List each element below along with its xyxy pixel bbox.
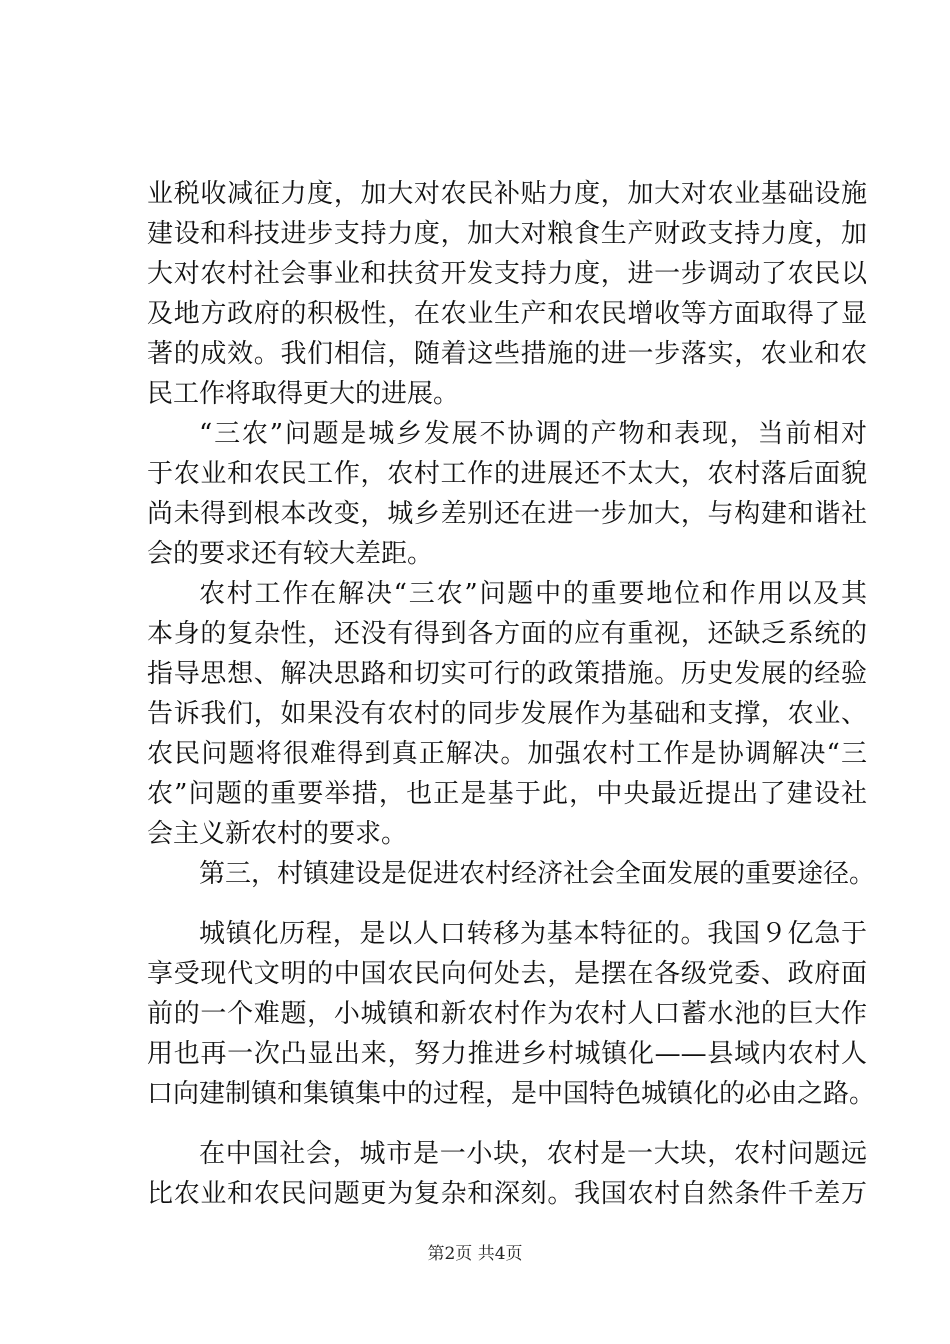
paragraph-2-line-1: “三农”问题是城乡发展不协调的产物和表现，当前相对	[199, 419, 867, 449]
paragraph-1-line-3: 大对农村社会事业和扶贫开发支持力度，进一步调动了农民以	[147, 259, 867, 289]
paragraph-5-line-5: 口向建制镇和集镇集中的过程，是中国特色城镇化的必由之路。	[147, 1079, 876, 1109]
paragraph-1-line-6: 民工作将取得更大的进展。	[147, 379, 460, 409]
paragraph-3-line-6: 农”问题的重要举措，也正是基于此，中央最近提出了建设社	[147, 779, 867, 809]
paragraph-5-line-1: 城镇化历程，是以人口转移为基本特征的。我国９亿急于	[199, 919, 867, 949]
page-number-indicator: 第2页 共4页	[427, 1244, 523, 1264]
paragraph-2-line-4: 会的要求还有较大差距。	[147, 539, 434, 569]
paragraph-3-line-4: 告诉我们，如果没有农村的同步发展作为基础和支撑，农业、	[147, 699, 867, 729]
paragraph-5-line-3: 前的一个难题，小城镇和新农村作为农村人口蓄水池的巨大作	[147, 999, 867, 1029]
paragraph-2-line-2: 于农业和农民工作，农村工作的进展还不太大，农村落后面貌	[147, 459, 867, 489]
paragraph-2-line-3: 尚未得到根本改变，城乡差别还在进一步加大，与构建和谐社	[147, 499, 867, 529]
paragraph-3-line-3: 指导思想、解决思路和切实可行的政策措施。历史发展的经验	[147, 659, 867, 689]
paragraph-6-line-2: 比农业和农民问题更为复杂和深刻。我国农村自然条件千差万	[147, 1179, 867, 1209]
paragraph-3-line-5: 农民问题将很难得到真正解决。加强农村工作是协调解决“三	[147, 739, 867, 769]
paragraph-3-line-2: 本身的复杂性，还没有得到各方面的应有重视，还缺乏系统的	[147, 619, 867, 649]
page-footer	[0, 1243, 950, 1265]
paragraph-6-line-1: 在中国社会，城市是一小块，农村是一大块，农村问题远	[199, 1139, 867, 1169]
paragraph-1-line-5: 著的成效。我们相信，随着这些措施的进一步落实，农业和农	[147, 339, 867, 369]
paragraph-5-line-2: 享受现代文明的中国农民向何处去，是摆在各级党委、政府面	[147, 959, 867, 989]
paragraph-1-line-2: 建设和科技进步支持力度，加大对粮食生产财政支持力度，加	[147, 219, 867, 249]
paragraph-3-line-1: 农村工作在解决“三农”问题中的重要地位和作用以及其	[199, 579, 867, 609]
paragraph-1-line-1: 业税收减征力度，加大对农民补贴力度，加大对农业基础设施	[147, 179, 867, 209]
paragraph-1-line-4: 及地方政府的积极性，在农业生产和农民增收等方面取得了显	[147, 299, 867, 329]
section-heading-line: 第三，村镇建设是促进农村经济社会全面发展的重要途径。	[199, 859, 876, 889]
paragraph-3-line-7: 会主义新农村的要求。	[147, 819, 408, 849]
paragraph-5-line-4: 用也再一次凸显出来，努力推进乡村城镇化——县域内农村人	[147, 1039, 867, 1069]
